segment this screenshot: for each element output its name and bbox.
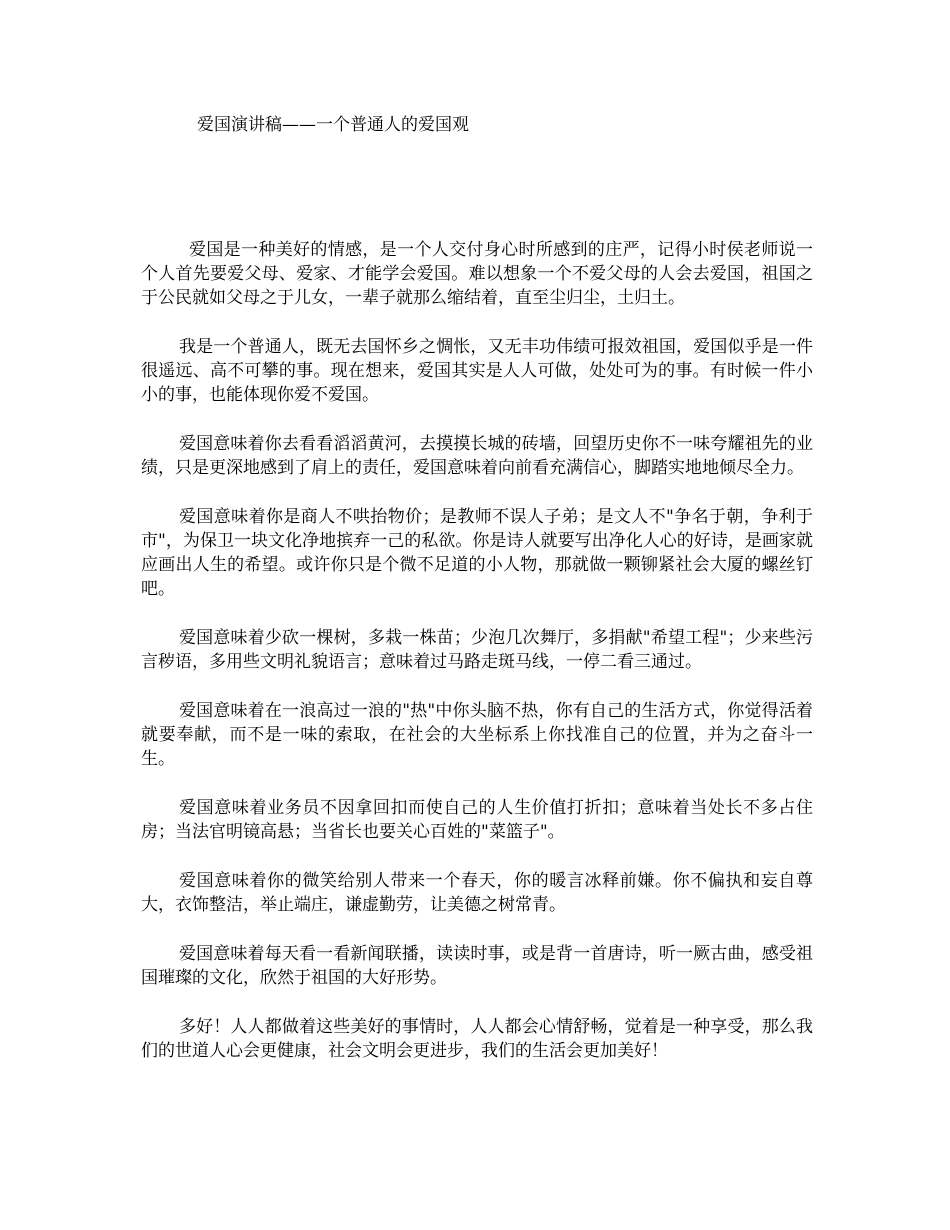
document-body (141, 238, 813, 1088)
document-title: 爱国演讲稿——一个普通人的爱国观 (197, 115, 469, 135)
paragraph: 爱国意味着业务员不因拿回扣而使自己的人生价值打折扣；意味着当处长不多占住房；当法官明镜高悬；当省长也要关心百姓的"菜篮子"。 (141, 798, 813, 842)
paragraph: 爱国意味着少砍一棵树，多栽一株苗；少泡几次舞厅，多捐献"希望工程"；少来些污言秽语，多用些文明礼貌语言；意味着过马路走斑马线，一停二看三通过。 (141, 628, 813, 672)
paragraph: 爱国意味着你去看看滔滔黄河，去摸摸长城的砖墙，回望历史你不一味夸耀祖先的业绩，只是更深地感到了肩上的责任，爱国意味着向前看充满信心，脚踏实地地倾尽全力。 (141, 434, 813, 478)
paragraph: 爱国意味着你的微笑给别人带来一个春天，你的暖言冰释前嫌。你不偏执和妄自尊大，衣饰整洁，举止端庄，谦虚勤劳，让美德之树常青。 (141, 871, 813, 915)
paragraph: 爱国意味着你是商人不哄抬物价；是教师不误人子弟；是文人不"争名于朝，争利于市"，为保卫一块文化净地摈弃一己的私欲。你是诗人就要写出净化人心的好诗，是画家就应画出人生的希望。或许你只是个微不足道的小人物，那就做一颗铆紧社会大厦的螺丝钉吧。 (141, 507, 813, 599)
paragraph: 爱国意味着在一浪高过一浪的"热"中你头脑不热，你有自己的生活方式，你觉得活着就要奉献，而不是一味的索取，在社会的大坐标系上你找准自己的位置，并为之奋斗一生。 (141, 701, 813, 769)
paragraph: 爱国意味着每天看一看新闻联播，读读时事，或是背一首唐诗，听一厥古曲，感受祖国璀璨的文化，欣然于祖国的大好形势。 (141, 944, 813, 988)
paragraph: 爱国是一种美好的情感，是一个人交付身心时所感到的庄严，记得小时侯老师说一个人首先要爱父母、爱家、才能学会爱国。难以想象一个不爱父母的人会去爱国，祖国之于公民就如父母之于儿女，一辈子就那么缩结着，直至尘归尘，土归土。 (141, 240, 813, 308)
paragraph: 我是一个普通人，既无去国怀乡之惆怅，又无丰功伟绩可报效祖国，爱国似乎是一件很遥远、高不可攀的事。现在想来，爱国其实是人人可做，处处可为的事。有时候一件小小的事，也能体现你爱不爱国。 (141, 337, 813, 405)
paragraph: 多好！人人都做着这些美好的事情时，人人都会心情舒畅，觉着是一种享受，那么我们的世道人心会更健康，社会文明会更进步，我们的生活会更加美好！ (141, 1017, 813, 1061)
